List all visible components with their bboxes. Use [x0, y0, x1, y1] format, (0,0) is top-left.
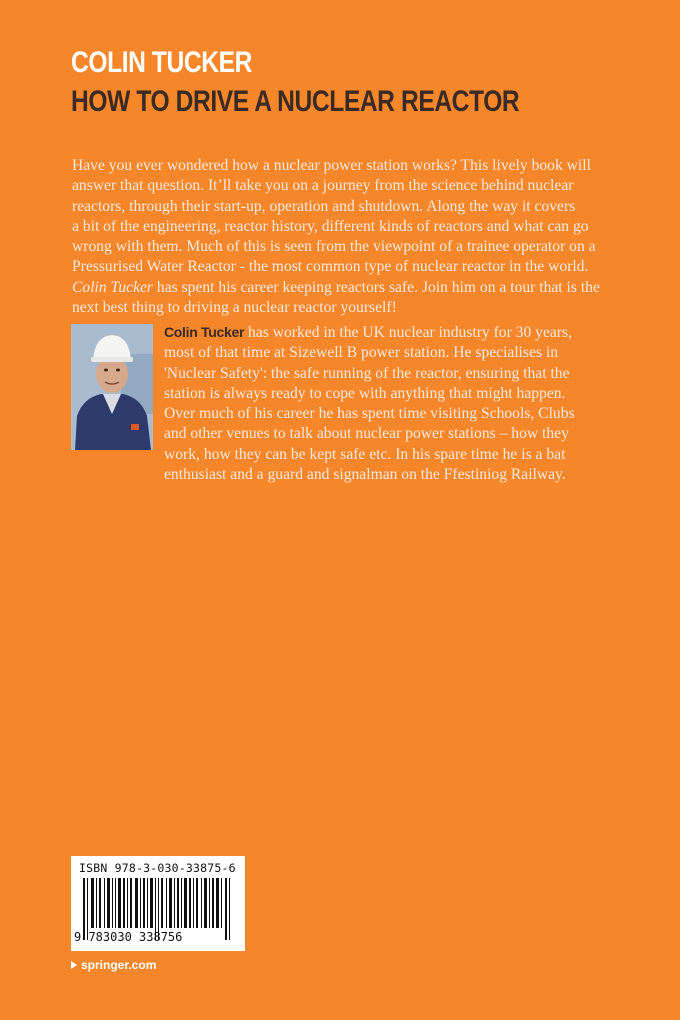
bio-line: most of that time at Sizewell B power station. He specialises in	[164, 344, 559, 362]
barcode-digits: 9 783030 338756	[74, 930, 183, 944]
blurb-line: next best thing to driving a nuclear reactor yourself!	[72, 299, 397, 317]
book-title: HOW TO DRIVE A NUCLEAR REACTOR	[71, 85, 520, 118]
author-photo-illustration	[71, 324, 153, 450]
springer-link[interactable]	[71, 958, 156, 972]
bio-line: 'Nuclear Safety': the safe running of the reactor, ensuring that the	[164, 364, 570, 382]
blurb-line: answer that question. It’ll take you on a journey from the science behind nuclear	[72, 177, 574, 195]
bio-line	[164, 322, 584, 343]
isbn-barcode	[71, 856, 245, 951]
bio-line: enthusiast and a guard and signalman on the Ffestiniog Railway.	[164, 466, 566, 484]
bio-line-rest: has worked in the UK nuclear industry for 30 years,	[244, 324, 572, 341]
bio-line: and other venues to talk about nuclear power stations – how they	[164, 425, 569, 443]
blurb-author-name: Colin Tucker	[72, 278, 153, 296]
blurb-line-rest: has spent his career keeping reactors safe. Join him on a tour that is the	[153, 278, 600, 296]
author-photo	[71, 324, 153, 450]
author-bio	[164, 322, 584, 485]
bio-line: station is always ready to cope with anything that might happen.	[164, 384, 566, 402]
blurb-line	[72, 278, 620, 298]
bio-author-name: Colin Tucker	[164, 324, 245, 340]
blurb-line: a bit of the engineering, reactor history, different kinds of reactors and what can go	[72, 217, 589, 235]
blurb-line: Pressurised Water Reactor - the most common type of nuclear reactor in the world.	[72, 258, 589, 276]
blurb-line: wrong with them. Much of this is seen from the viewpoint of a trainee operator on a	[72, 238, 596, 256]
isbn-label: ISBN 978-3-030-33875-6	[79, 861, 236, 875]
bio-line: Over much of his career he has spent time visiting Schools, Clubs	[164, 405, 575, 423]
blurb-line: reactors, through their start-up, operation and shutdown. Along the way it covers	[72, 197, 576, 215]
book-blurb	[72, 156, 620, 318]
springer-link-label: springer.com	[81, 958, 157, 972]
bio-line: work, how they can be kept safe etc. In his spare time he is a bat	[164, 445, 566, 463]
blurb-line: Have you ever wondered how a nuclear power station works? This lively book will	[72, 157, 591, 174]
play-arrow-icon	[71, 961, 77, 969]
author-heading: COLIN TUCKER	[71, 46, 252, 79]
